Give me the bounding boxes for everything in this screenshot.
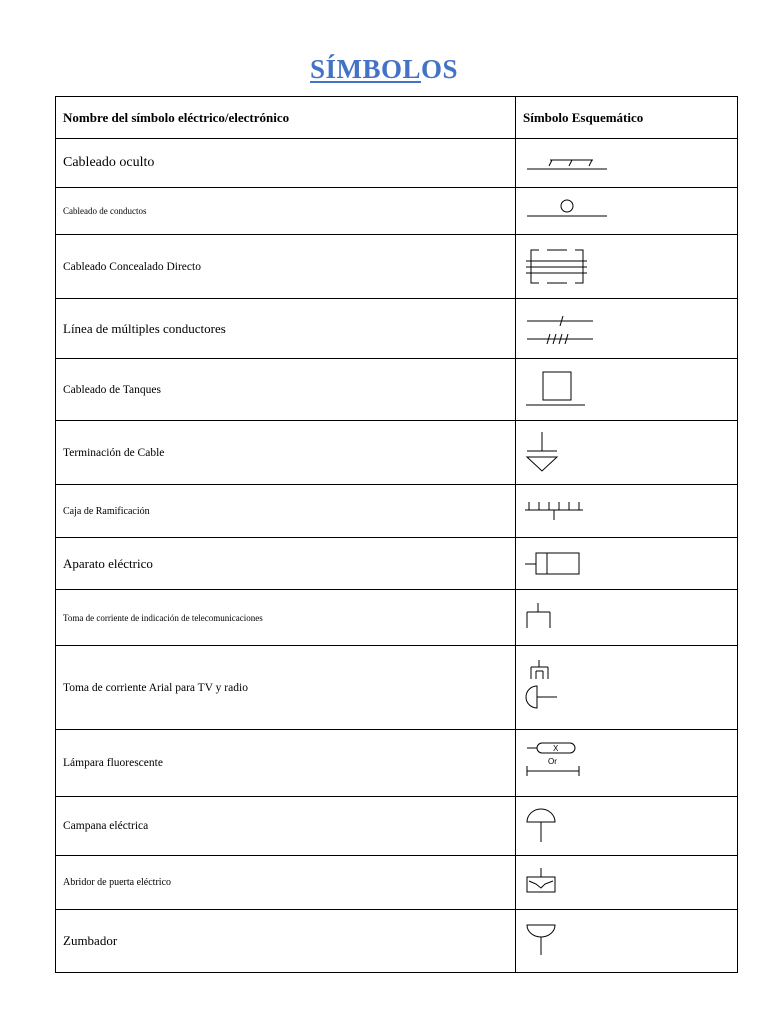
symbols-table [55, 96, 738, 973]
title-plain-part: OS [421, 54, 459, 84]
row-name: Cableado oculto [56, 139, 516, 188]
row-name: Lámpara fluorescente [56, 730, 516, 797]
row-name: Cableado Concealado Directo [56, 235, 516, 299]
page-title [0, 54, 768, 85]
aerial-outlet-symbol [525, 658, 615, 718]
title-underlined-part: SÍMBOL [309, 54, 421, 84]
telecom-outlet-symbol [525, 601, 615, 635]
buzzer-symbol [525, 921, 615, 961]
header-name-cell: Nombre del símbolo eléctrico/electrónico [56, 97, 516, 139]
table-row [56, 646, 738, 730]
row-name: Toma de corriente Arial para TV y radio [56, 646, 516, 730]
electric-door-opener-symbol [525, 866, 615, 900]
cable-termination-symbol [525, 431, 615, 475]
row-name: Línea de múltiples conductores [56, 299, 516, 359]
fluorescent-lamp-symbol [525, 741, 615, 785]
lamp-x-label: X [553, 744, 559, 753]
table-row [56, 139, 738, 188]
header-symbol-cell: Símbolo Esquemático [516, 97, 738, 139]
row-name: Toma de corriente de indicación de telecomunicaciones [56, 590, 516, 646]
table-row [56, 299, 738, 359]
row-name: Caja de Ramificación [56, 485, 516, 538]
electric-bell-symbol [525, 806, 615, 846]
table-row [56, 235, 738, 299]
row-name: Cableado de Tanques [56, 359, 516, 421]
direct-concealed-wiring-symbol [525, 247, 615, 287]
table-row [56, 485, 738, 538]
lamp-or-label: Or [548, 757, 557, 766]
row-name: Abridor de puerta eléctrico [56, 856, 516, 910]
junction-box-symbol [525, 496, 615, 526]
table-row [56, 188, 738, 235]
multi-conductor-line-symbol [525, 311, 615, 347]
tank-wiring-symbol [525, 370, 615, 410]
table-row [56, 359, 738, 421]
table-row [56, 730, 738, 797]
table-row [56, 421, 738, 485]
conduit-wiring-symbol [525, 196, 615, 226]
table-row [56, 538, 738, 590]
concealed-wiring-symbol [525, 148, 615, 178]
table-header-row [56, 97, 738, 139]
table-row [56, 856, 738, 910]
table-row [56, 797, 738, 856]
table-row [56, 590, 738, 646]
row-name: Zumbador [56, 910, 516, 973]
electric-appliance-symbol [525, 549, 615, 579]
row-name: Terminación de Cable [56, 421, 516, 485]
row-name: Cableado de conductos [56, 188, 516, 235]
table-row [56, 910, 738, 973]
row-name: Aparato eléctrico [56, 538, 516, 590]
row-name: Campana eléctrica [56, 797, 516, 856]
